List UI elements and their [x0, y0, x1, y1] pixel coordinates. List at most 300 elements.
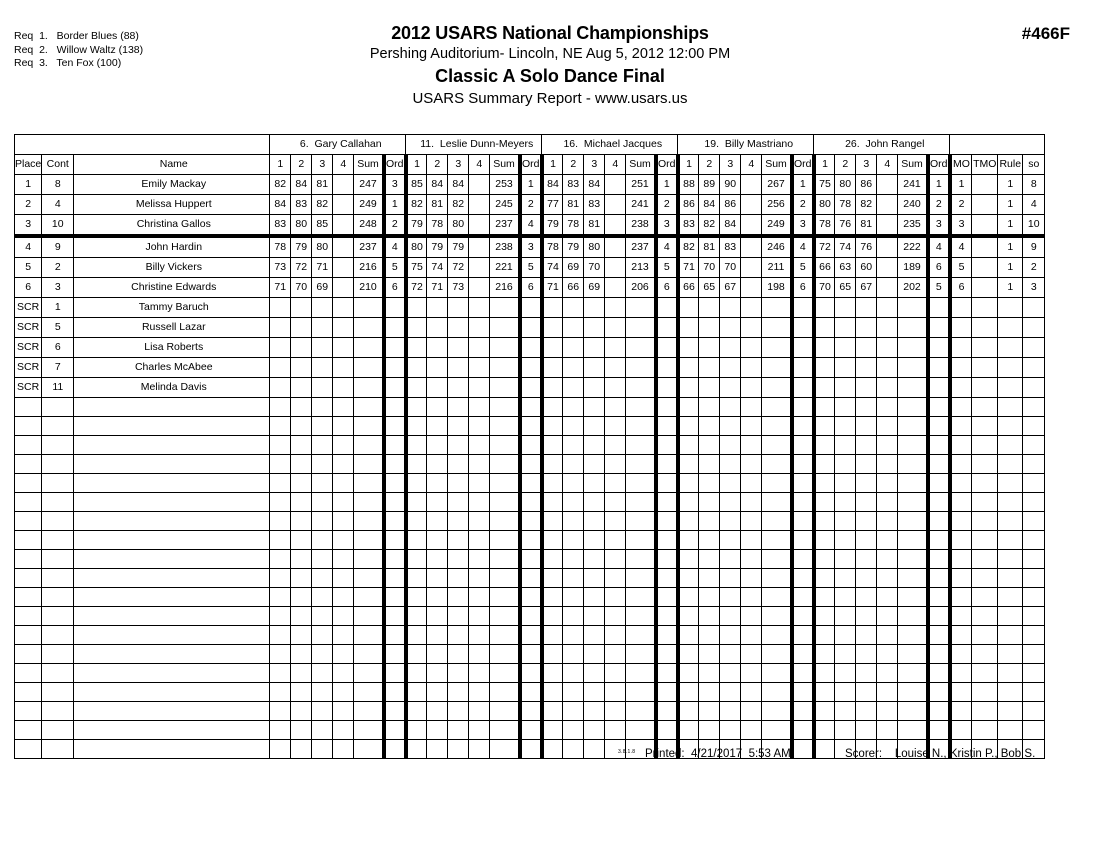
cell-mo: 2: [950, 195, 972, 215]
cell-j2-score3: [448, 740, 469, 759]
cell-j5-sum: [898, 378, 928, 398]
cell-j5-ord: 5: [928, 278, 950, 298]
cell-j2-score2: [427, 588, 448, 607]
cell-j5-score4: [877, 702, 898, 721]
cell-j3-score4: [605, 358, 626, 378]
cell-j4-ord: [792, 531, 814, 550]
cell-j1-sum: 249: [354, 195, 384, 215]
cell-j1-ord: [384, 721, 406, 740]
cell-j2-score3: [448, 664, 469, 683]
cell-j4-score2: [699, 721, 720, 740]
cell-j5-score1: [814, 588, 835, 607]
cell-j3-score4: [605, 398, 626, 417]
cell-j2-score1: 79: [406, 215, 427, 237]
cell-j2-sum: [490, 474, 520, 493]
cell-j2-ord: 3: [520, 236, 542, 258]
cell-name: [74, 436, 270, 455]
cell-j4-score3: [720, 645, 741, 664]
cell-j1-score2: [291, 626, 312, 645]
cell-j5-ord: [928, 398, 950, 417]
cell-j5-sum: [898, 398, 928, 417]
table-row-blank: [15, 664, 1045, 683]
cell-j1-score4: [333, 318, 354, 338]
report-header: [0, 22, 1100, 110]
cell-j3-score2: [563, 417, 584, 436]
cell-j3-score1: [542, 474, 563, 493]
cell-j5-score4: [877, 398, 898, 417]
cell-j2-sum: [490, 338, 520, 358]
cell-j1-ord: [384, 298, 406, 318]
cell-j1-score1: [270, 436, 291, 455]
cell-so: [1023, 398, 1045, 417]
cell-j1-score1: [270, 318, 291, 338]
cell-j4-score3: [720, 569, 741, 588]
cell-j1-score4: [333, 721, 354, 740]
cell-j1-score3: [312, 740, 333, 759]
cell-j5-sum: [898, 721, 928, 740]
cell-j3-sum: [626, 474, 656, 493]
cell-j1-sum: 216: [354, 258, 384, 278]
cell-j3-ord: [656, 607, 678, 626]
cell-tmo: [972, 493, 998, 512]
cell-j3-score4: [605, 493, 626, 512]
cell-j5-score2: [835, 645, 856, 664]
table-row: [15, 298, 1045, 318]
cell-j3-ord: [656, 588, 678, 607]
table-row: [15, 215, 1045, 237]
cell-j4-score2: [699, 318, 720, 338]
judge-header-1: 6. Gary Callahan: [270, 135, 406, 155]
cell-j4-score4: [741, 398, 762, 417]
cell-j4-ord: [792, 702, 814, 721]
cell-j1-score4: [333, 512, 354, 531]
cell-rule: [998, 338, 1023, 358]
cell-j2-score3: [448, 398, 469, 417]
table-row: [15, 358, 1045, 378]
cell-j5-ord: [928, 436, 950, 455]
cell-j4-ord: 2: [792, 195, 814, 215]
cell-j5-sum: [898, 298, 928, 318]
cell-j4-score4: [741, 436, 762, 455]
table-row-blank: [15, 398, 1045, 417]
cell-j3-score2: [563, 702, 584, 721]
cell-j2-ord: [520, 702, 542, 721]
cell-j2-score4: [469, 195, 490, 215]
cell-mo: [950, 512, 972, 531]
cell-j4-score2: [699, 683, 720, 702]
cell-name: Emily Mackay: [74, 175, 270, 195]
cell-j2-sum: [490, 740, 520, 759]
cell-name: [74, 683, 270, 702]
cell-j5-score3: [856, 378, 877, 398]
cell-j5-score3: [856, 626, 877, 645]
cell-j1-sum: [354, 338, 384, 358]
cell-j5-score4: [877, 298, 898, 318]
cell-j3-score4: [605, 607, 626, 626]
cell-j2-ord: [520, 550, 542, 569]
cell-j1-score1: [270, 569, 291, 588]
cell-so: [1023, 550, 1045, 569]
cell-j5-sum: [898, 645, 928, 664]
table-row-blank: [15, 550, 1045, 569]
cell-j5-score2: [835, 378, 856, 398]
cell-j1-score2: [291, 455, 312, 474]
cell-j5-score4: [877, 175, 898, 195]
cell-j4-score4: [741, 417, 762, 436]
cell-j1-score1: 82: [270, 175, 291, 195]
cell-j1-sum: 210: [354, 278, 384, 298]
cell-j1-score4: [333, 236, 354, 258]
cell-j2-ord: [520, 607, 542, 626]
judge-band-trailing-spacer: [950, 135, 1045, 155]
cell-j3-score4: [605, 683, 626, 702]
cell-j5-sum: [898, 702, 928, 721]
cell-j1-score4: [333, 358, 354, 378]
cell-j5-sum: [898, 417, 928, 436]
cell-mo: [950, 298, 972, 318]
cell-j4-ord: [792, 417, 814, 436]
cell-j5-score3: [856, 417, 877, 436]
cell-j1-score1: [270, 588, 291, 607]
cell-j4-score2: 81: [699, 236, 720, 258]
cell-j3-sum: [626, 569, 656, 588]
cell-j5-score3: [856, 569, 877, 588]
cell-j1-sum: [354, 455, 384, 474]
cell-mo: 5: [950, 258, 972, 278]
cell-j2-ord: 5: [520, 258, 542, 278]
cell-j5-score2: [835, 436, 856, 455]
cell-j3-sum: [626, 645, 656, 664]
cell-j3-score2: 78: [563, 215, 584, 237]
cell-j4-score3: 70: [720, 258, 741, 278]
cell-j2-score4: [469, 318, 490, 338]
cell-place: [15, 550, 42, 569]
cell-j4-score1: [678, 436, 699, 455]
cell-mo: [950, 645, 972, 664]
cell-j4-sum: [762, 702, 792, 721]
cell-j4-score3: [720, 683, 741, 702]
cell-j1-ord: [384, 664, 406, 683]
cell-j2-score2: [427, 358, 448, 378]
cell-name: [74, 588, 270, 607]
cell-j3-score1: [542, 298, 563, 318]
cell-j2-ord: [520, 721, 542, 740]
cell-j2-sum: [490, 531, 520, 550]
cell-j1-score3: [312, 512, 333, 531]
cell-j5-score3: [856, 474, 877, 493]
cell-j2-sum: 238: [490, 236, 520, 258]
cell-j5-score4: [877, 278, 898, 298]
cell-tmo: [972, 721, 998, 740]
cell-j2-score4: [469, 702, 490, 721]
cell-j3-sum: 238: [626, 215, 656, 237]
cell-j1-sum: [354, 512, 384, 531]
cell-j5-score1: [814, 512, 835, 531]
cell-j3-score1: [542, 721, 563, 740]
cell-rule: 1: [998, 236, 1023, 258]
cell-j2-score3: 72: [448, 258, 469, 278]
cell-j2-sum: 237: [490, 215, 520, 237]
cell-j2-score1: [406, 417, 427, 436]
cell-j2-score3: 79: [448, 236, 469, 258]
table-row: [15, 175, 1045, 195]
cell-j4-score2: [699, 550, 720, 569]
cell-place: 6: [15, 278, 42, 298]
cell-j4-sum: [762, 645, 792, 664]
cell-j2-score4: [469, 215, 490, 237]
cell-tmo: [972, 215, 998, 237]
cell-j3-ord: [656, 493, 678, 512]
cell-j1-sum: [354, 721, 384, 740]
cell-j1-sum: [354, 683, 384, 702]
cell-j1-score1: 73: [270, 258, 291, 278]
cell-j2-ord: [520, 493, 542, 512]
cell-j3-sum: [626, 607, 656, 626]
cell-j4-score3: [720, 550, 741, 569]
cell-j4-score4: [741, 569, 762, 588]
cell-j3-score4: [605, 417, 626, 436]
cell-name: John Hardin: [74, 236, 270, 258]
cell-j4-score4: [741, 195, 762, 215]
cell-j1-score4: [333, 436, 354, 455]
cell-j1-score3: [312, 607, 333, 626]
cell-j2-score2: [427, 493, 448, 512]
cell-j4-ord: [792, 664, 814, 683]
cell-j2-ord: [520, 436, 542, 455]
cell-j2-score1: [406, 531, 427, 550]
cell-mo: [950, 550, 972, 569]
cell-j5-ord: [928, 417, 950, 436]
cell-j5-score1: [814, 626, 835, 645]
table-row-blank: [15, 531, 1045, 550]
cell-tmo: [972, 550, 998, 569]
cell-j4-ord: [792, 607, 814, 626]
cell-j2-score2: [427, 626, 448, 645]
cell-j2-score2: [427, 569, 448, 588]
cell-j4-score3: [720, 455, 741, 474]
cell-j4-score1: [678, 318, 699, 338]
cell-name: Russell Lazar: [74, 318, 270, 338]
cell-tmo: [972, 236, 998, 258]
cell-j5-score2: [835, 531, 856, 550]
cell-j3-score3: [584, 455, 605, 474]
header-j3-1: 1: [542, 155, 563, 175]
cell-j5-score4: [877, 455, 898, 474]
cell-j4-score4: [741, 664, 762, 683]
cell-j3-score3: [584, 378, 605, 398]
cell-j1-score4: [333, 664, 354, 683]
cell-j3-score1: [542, 318, 563, 338]
cell-j1-ord: [384, 474, 406, 493]
cell-j5-score4: [877, 215, 898, 237]
cell-cont: 11: [42, 378, 74, 398]
cell-j1-sum: [354, 398, 384, 417]
cell-j4-sum: [762, 398, 792, 417]
cell-place: [15, 721, 42, 740]
cell-j5-score3: [856, 358, 877, 378]
cell-j1-score2: [291, 298, 312, 318]
cell-j2-score3: [448, 378, 469, 398]
cell-j4-sum: [762, 683, 792, 702]
cell-j2-score2: [427, 664, 448, 683]
cell-j2-sum: [490, 398, 520, 417]
cell-j4-sum: [762, 338, 792, 358]
cell-j3-score2: [563, 740, 584, 759]
cell-j3-score3: [584, 531, 605, 550]
cell-j2-score1: [406, 645, 427, 664]
header-j1-1: 1: [270, 155, 291, 175]
cell-j4-score3: [720, 436, 741, 455]
cell-j3-score3: [584, 512, 605, 531]
cell-j3-score3: [584, 417, 605, 436]
cell-j1-score4: [333, 338, 354, 358]
cell-j5-score1: [814, 474, 835, 493]
cell-j4-score2: 84: [699, 195, 720, 215]
cell-j4-score3: 90: [720, 175, 741, 195]
cell-j1-score4: [333, 493, 354, 512]
cell-j2-score3: [448, 298, 469, 318]
cell-j4-sum: 198: [762, 278, 792, 298]
cell-j1-score4: [333, 607, 354, 626]
header-rule: Rule: [998, 155, 1023, 175]
event-number: #466F: [1021, 24, 1070, 43]
cell-mo: [950, 318, 972, 338]
cell-j2-score1: [406, 683, 427, 702]
header-j4-ord: Ord: [792, 155, 814, 175]
cell-j3-score4: [605, 236, 626, 258]
cell-j3-score4: [605, 626, 626, 645]
cell-j5-sum: [898, 683, 928, 702]
cell-j5-score4: [877, 436, 898, 455]
cell-name: Tammy Baruch: [74, 298, 270, 318]
cell-rule: [998, 569, 1023, 588]
cell-j2-score3: [448, 550, 469, 569]
cell-j4-ord: [792, 474, 814, 493]
table-row-blank: [15, 512, 1045, 531]
cell-j2-score3: [448, 721, 469, 740]
header-j3-3: 3: [584, 155, 605, 175]
cell-j4-sum: [762, 358, 792, 378]
cell-j1-score4: [333, 569, 354, 588]
cell-j2-score2: [427, 398, 448, 417]
cell-j3-score2: [563, 531, 584, 550]
cell-j3-score1: 74: [542, 258, 563, 278]
cell-j1-sum: [354, 664, 384, 683]
cell-so: [1023, 512, 1045, 531]
cell-j5-score3: 67: [856, 278, 877, 298]
cell-rule: [998, 645, 1023, 664]
cell-j3-score1: [542, 569, 563, 588]
cell-j4-sum: [762, 626, 792, 645]
cell-j5-sum: [898, 550, 928, 569]
cell-j3-score1: [542, 512, 563, 531]
table-row: [15, 318, 1045, 338]
cell-j1-ord: 3: [384, 175, 406, 195]
cell-rule: [998, 721, 1023, 740]
cell-j3-sum: [626, 318, 656, 338]
cell-j5-score3: [856, 721, 877, 740]
cell-j5-ord: [928, 493, 950, 512]
cell-j3-ord: 2: [656, 195, 678, 215]
cell-mo: 6: [950, 278, 972, 298]
cell-j3-ord: [656, 550, 678, 569]
requirement-item: Req 3. Ten Fox (100): [14, 57, 122, 69]
championship-title: 2012 USARS National Championships: [391, 23, 709, 43]
cell-j1-score2: [291, 378, 312, 398]
cell-j5-score3: [856, 338, 877, 358]
cell-j3-score3: [584, 683, 605, 702]
cell-j2-score4: [469, 175, 490, 195]
cell-name: [74, 626, 270, 645]
cell-so: [1023, 645, 1045, 664]
cell-tmo: [972, 417, 998, 436]
cell-j4-score4: [741, 702, 762, 721]
cell-j1-score2: [291, 569, 312, 588]
cell-cont: [42, 626, 74, 645]
cell-j1-ord: 1: [384, 195, 406, 215]
cell-j2-sum: [490, 493, 520, 512]
cell-j2-ord: 1: [520, 175, 542, 195]
cell-j5-score1: 70: [814, 278, 835, 298]
cell-j1-ord: [384, 378, 406, 398]
cell-j2-score1: [406, 378, 427, 398]
cell-j1-score2: [291, 607, 312, 626]
cell-j3-score1: 79: [542, 215, 563, 237]
cell-j1-score1: 83: [270, 215, 291, 237]
cell-so: [1023, 378, 1045, 398]
cell-j2-score4: [469, 455, 490, 474]
cell-j3-score2: [563, 683, 584, 702]
cell-j1-score3: 80: [312, 236, 333, 258]
cell-j1-ord: [384, 626, 406, 645]
cell-j3-score1: 71: [542, 278, 563, 298]
cell-j1-score2: [291, 417, 312, 436]
cell-j5-score2: [835, 338, 856, 358]
cell-tmo: [972, 626, 998, 645]
cell-j4-score1: [678, 645, 699, 664]
event-title: Classic A Solo Dance Final: [435, 66, 665, 86]
cell-j4-score1: [678, 338, 699, 358]
cell-j1-sum: [354, 645, 384, 664]
cell-j4-score1: [678, 493, 699, 512]
cell-so: [1023, 417, 1045, 436]
cell-j4-sum: [762, 531, 792, 550]
cell-j1-sum: [354, 531, 384, 550]
cell-place: [15, 398, 42, 417]
cell-j4-score1: [678, 683, 699, 702]
cell-j5-sum: [898, 626, 928, 645]
cell-name: Christina Gallos: [74, 215, 270, 237]
cell-cont: [42, 721, 74, 740]
cell-j2-score4: [469, 588, 490, 607]
judge-band-row: [15, 135, 1045, 155]
cell-j1-score1: [270, 493, 291, 512]
cell-j5-score2: [835, 455, 856, 474]
cell-j2-score4: [469, 683, 490, 702]
cell-place: [15, 569, 42, 588]
cell-j4-score1: [678, 702, 699, 721]
cell-j1-ord: [384, 318, 406, 338]
cell-tmo: [972, 512, 998, 531]
cell-j1-score2: [291, 436, 312, 455]
cell-j1-score1: [270, 607, 291, 626]
cell-j5-score4: [877, 550, 898, 569]
cell-j2-ord: [520, 417, 542, 436]
cell-j1-score3: [312, 569, 333, 588]
cell-j1-ord: [384, 645, 406, 664]
cell-j3-ord: [656, 721, 678, 740]
cell-j4-score4: [741, 358, 762, 378]
